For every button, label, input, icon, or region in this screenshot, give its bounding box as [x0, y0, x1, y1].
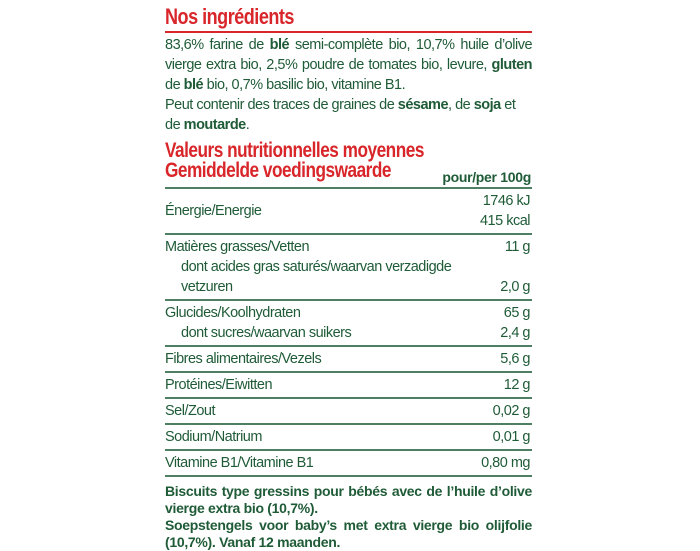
nutrition-title-nl: Gemiddelde voedingswaarde	[165, 159, 391, 182]
row-value: 2,4 g	[500, 325, 530, 341]
row-label: Glucides/Koolhydraten	[165, 305, 301, 321]
row-value: 5,6 g	[500, 351, 530, 367]
row-label: Matières grasses/Vetten	[165, 239, 310, 255]
ingredients-title: Nos ingrédients	[165, 4, 294, 29]
description-fr: Biscuits type gressins pour bébés avec de l’huile d’olive vierge extra bio (10,7%).	[165, 483, 532, 516]
row-values	[480, 191, 532, 231]
row-label: Vitamine B1/Vitamine B1	[165, 455, 314, 471]
value-kcal: 415 kcal	[479, 213, 530, 229]
allergen-ble: blé	[183, 77, 204, 93]
table-row-sugars	[165, 323, 532, 343]
table-row-fibre	[165, 347, 532, 373]
ingredients-divider	[165, 31, 532, 33]
nutrition-table	[165, 189, 532, 477]
table-row-carbs	[165, 303, 532, 323]
nutrition-title-fr: Valeurs nutritionnelles moyennes	[165, 139, 424, 162]
table-row-energy	[165, 189, 532, 235]
row-value: 0,02 g	[492, 403, 530, 419]
ingredients-text	[165, 35, 532, 135]
table-row-salt	[165, 399, 532, 425]
row-label: Sel/Zout	[165, 403, 215, 419]
table-row-fat	[165, 237, 532, 257]
table-group-fat	[165, 235, 532, 301]
row-value: 0,80 mg	[481, 455, 530, 471]
row-value: 0,01 g	[492, 429, 530, 445]
product-description	[165, 483, 532, 551]
ingredient-text: de	[165, 77, 184, 93]
allergen-soja: soja	[473, 97, 501, 113]
product-label	[165, 4, 532, 551]
row-label: Fibres alimentaires/Vezels	[165, 351, 322, 367]
ingredients-list	[165, 35, 532, 95]
traces-text: , de	[448, 97, 474, 113]
row-label: Sodium/Natrium	[165, 429, 262, 445]
row-label: dont sucres/waarvan suikers	[181, 325, 352, 341]
row-label: dont acides gras saturés/waarvan verzadigde vetzuren	[181, 259, 452, 295]
row-value: 11 g	[504, 239, 530, 255]
allergen-ble: blé	[269, 37, 290, 53]
traces-text: et de	[165, 97, 516, 133]
ingredient-text: semi-complète bio, 10,7% huile d’olive vierge extra bio, 2,5% poudre de tomates bio, levure,	[165, 37, 533, 73]
table-row-sodium	[165, 425, 532, 451]
table-row-vitamin-b1	[165, 451, 532, 477]
row-label: Protéines/Eiwitten	[165, 377, 273, 393]
allergen-sesame: sésame	[397, 97, 449, 113]
per-100g-label: pour/per 100g	[442, 169, 531, 185]
row-label: Énergie/Energie	[165, 203, 262, 219]
row-value: 65 g	[503, 305, 530, 321]
description-nl: Soepstengels voor baby’s met extra vierge bio olijfolie (10,7%). Vanaf 12 maanden.	[165, 517, 532, 550]
ingredient-text: 83,6% farine de	[165, 37, 270, 53]
nutrition-header	[165, 141, 532, 187]
table-row-protein	[165, 373, 532, 399]
traces-statement	[165, 95, 532, 135]
traces-text: .	[245, 117, 250, 133]
row-value: 2,0 g	[500, 279, 530, 295]
traces-text: Peut contenir des traces de graines de	[165, 97, 398, 113]
table-group-carbs	[165, 301, 532, 347]
table-row-saturated-fat	[165, 257, 532, 297]
row-value: 12 g	[503, 377, 530, 393]
ingredient-text: bio, 0,7% basilic bio, vitamine B1.	[203, 77, 406, 93]
allergen-moutarde: moutarde	[183, 117, 246, 133]
value-kj: 1746 kJ	[482, 193, 530, 209]
allergen-gluten: gluten	[491, 57, 532, 73]
